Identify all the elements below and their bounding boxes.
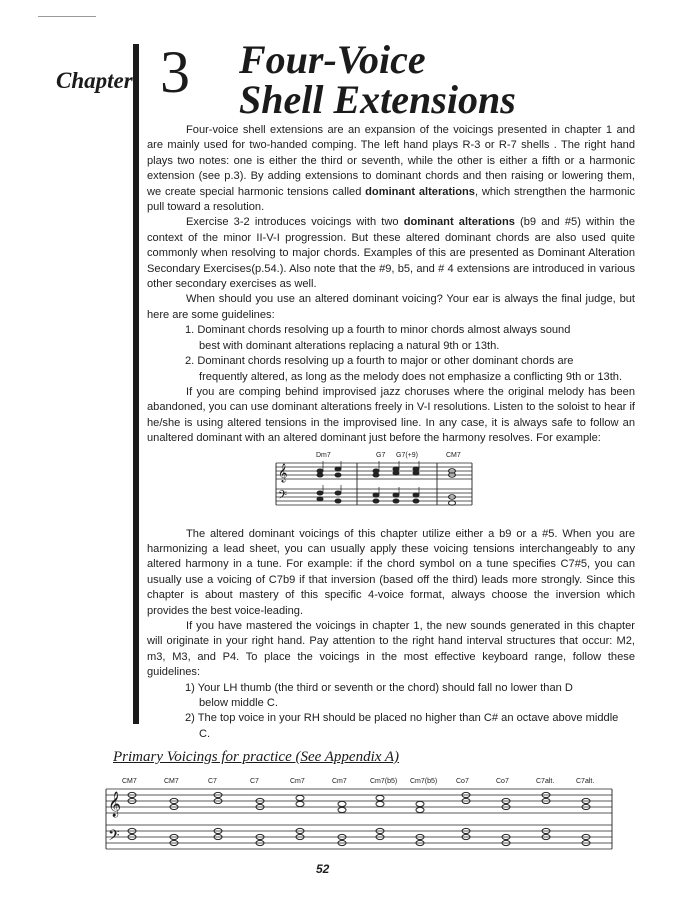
- voicing-chord-2: CM7: [164, 778, 179, 785]
- example-chord-4: CM7: [446, 452, 461, 459]
- body-text: [147, 123, 635, 742]
- treble-clef-icon: 𝄞: [108, 791, 122, 816]
- example-chord-symbols: [316, 452, 461, 459]
- notation-example: [272, 449, 478, 515]
- whole-note: [296, 801, 304, 806]
- section-heading: Primary Voicings for practice (See Appendix A): [113, 749, 400, 765]
- voicing-chord-11: C7alt.: [536, 778, 555, 785]
- paragraph-6: If you have mastered the voicings in chapter 1, the new sounds generated in this chapter will originate in your right hand. Pay attention to the right hand interval structures that occur: M2, m3, M3, and P4. To place the voicings in the most effective keyboard range, follow these guidelines:: [147, 619, 635, 679]
- voicing-chord-7: Cm7(b5): [370, 778, 398, 785]
- voicing-notes: [128, 792, 590, 845]
- whole-note: [338, 807, 346, 812]
- voicing-chord-8: Cm7(b5): [410, 778, 438, 785]
- paragraph-4: If you are comping behind improvised jazz choruses where the original melody has been abandoned, you can use dominant alterations freely in V-I resolutions. Listen to the soloist to hear if he/she is using altered tensions in the improvised line. In any case, it is always safe to follow an unaltered dominant with an altered dominant just before the harmony resolves. For example:: [147, 385, 635, 445]
- rule-2: 2) The top voice in your RH should be placed no higher than C# an octave above middle C.: [185, 712, 619, 740]
- voicing-chord-4: C7: [250, 778, 259, 785]
- bold-term: dominant alterations: [365, 185, 475, 198]
- voicing-chord-1: CM7: [122, 778, 137, 785]
- whole-note: [296, 795, 304, 800]
- paragraph-3: When should you use an altered dominant voicing? Your ear is always the final judge, but here are some guidelines:: [147, 293, 635, 321]
- guideline-2: 2. Dominant chords resolving up a fourth to major or other dominant chords are frequently altered, as long as the melody does not emphasize a conflicting 9th or 13th.: [185, 355, 623, 383]
- voicing-chord-9: Co7: [456, 778, 469, 785]
- voicings-bass-staff: [106, 825, 612, 849]
- example-chord-3: G7(+9): [396, 452, 418, 459]
- paragraph-1: Four-voice shell extensions are an expansion of the voicings presented in chapter 1 and are mainly used for two-handed comping. The left hand plays R-3 or R-7 shells . The right hand plays two notes: one is either the third or seventh, while the other is either a fifth or a harmonic extension (see p.3). By adding extensions to dominant chords and then raising or lowering them, we create special harmonic tensions called dominant alterations, which strengthen the harmonic pull toward a resolution.: [147, 124, 635, 214]
- treble-clef-icon: 𝄞: [278, 465, 288, 482]
- top-rule: [38, 16, 96, 17]
- voicings-notation: [104, 775, 614, 857]
- guideline-1: 1. Dominant chords resolving up a fourth to minor chords almost always sound best with dominant alterations replacing a natural 9th or 13th.: [185, 324, 571, 352]
- voicings-treble-staff: [106, 789, 612, 813]
- voicing-chord-symbols: [122, 778, 594, 785]
- chapter-title-line2: Shell Extensions: [239, 77, 516, 122]
- voicing-chord-5: Cm7: [290, 778, 305, 785]
- whole-note: [416, 807, 424, 812]
- example-whole-notes: [449, 469, 456, 505]
- whole-note: [376, 795, 384, 800]
- voicing-chord-3: C7: [208, 778, 217, 785]
- bass-clef-icon: 𝄢: [108, 827, 120, 847]
- example-chord-1: Dm7: [316, 452, 331, 459]
- bass-clef-icon: 𝄢: [278, 488, 288, 504]
- whole-note: [416, 801, 424, 806]
- chapter-title-line1: Four-Voice: [239, 37, 426, 82]
- voicing-chord-12: C7alt.: [576, 778, 595, 785]
- bold-term: dominant alterations: [403, 216, 515, 229]
- chapter-number: 3: [160, 39, 190, 105]
- whole-note: [338, 801, 346, 806]
- paragraph-2: Exercise 3-2 introduces voicings with two dominant alterations (b9 and #5) within the context of the minor II-V-I progression. But these altered dominant chords are also used quite commonly when resolving to major chords. Examples of this are presented as Dominant Alteration Secondary Exercises(p.54.). Also note that the #9, b5, and # 4 extensions are introduced in various other secondary exercises as well.: [147, 216, 635, 291]
- voicing-chord-6: Cm7: [332, 778, 347, 785]
- page-number: 52: [316, 862, 330, 876]
- paragraph-5: The altered dominant voicings of this chapter utilize either a b9 or a #5. When you are harmonizing a lead sheet, you can usually apply these voicing tensions interchangeably to any altered harmony in a tune. For example: if the chord symbol on a tune specifies C7#5, you can usually use a voicing of C7b9 if that inversion (based off the third) leads more strongly. Since this chapter is about mastery of this specific 4-voice format, always choose the inversion which provides the best voice-leading.: [147, 527, 635, 617]
- chapter-label: Chapter: [56, 68, 133, 93]
- chapter-title: [239, 37, 516, 122]
- voicing-chord-10: Co7: [496, 778, 509, 785]
- example-chord-2: G7: [376, 452, 386, 459]
- whole-note: [376, 801, 384, 806]
- chapter-vertical-bar: [133, 44, 139, 724]
- rule-1: 1) Your LH thumb (the third or seventh or the chord) should fall no lower than D below middle C.: [185, 681, 573, 709]
